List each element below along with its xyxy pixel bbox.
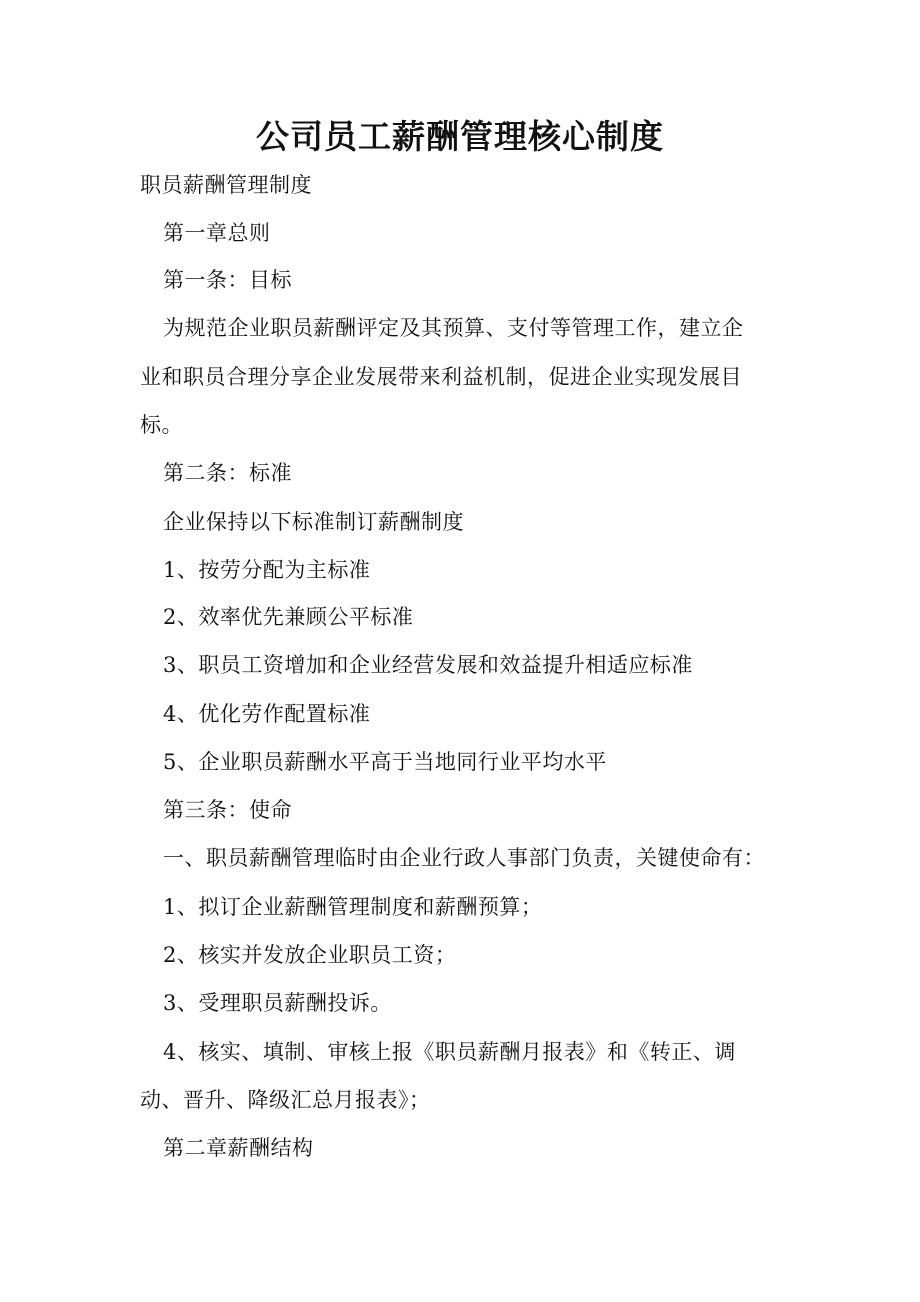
paragraph-line: 一、职员薪酬管理临时由企业行政人事部门负责，关键使命有： (163, 846, 765, 870)
list-item: 5、企业职员薪酬水平高于当地同行业平均水平 (163, 750, 607, 774)
paragraph-line: 为规范企业职员薪酬评定及其预算、支付等管理工作，建立企 (163, 316, 744, 340)
list-item: 3、受理职员薪酬投诉。 (163, 991, 392, 1015)
paragraph-line: 业和职员合理分享企业发展带来利益机制，促进企业实现发展目 (140, 365, 742, 389)
list-item: 动、晋升、降级汇总月报表》； (140, 1088, 431, 1112)
article-heading: 第一条：目标 (163, 268, 292, 292)
list-item: 2、核实并发放企业职员工资； (163, 943, 457, 967)
chapter-heading: 第一章总则 (163, 221, 271, 245)
list-item: 3、职员工资增加和企业经营发展和效益提升相适应标准 (163, 653, 693, 677)
article-heading: 第二条：标准 (163, 461, 292, 485)
paragraph-line: 标。 (140, 413, 183, 437)
section-heading: 职员薪酬管理制度 (140, 173, 312, 197)
list-item: 1、按劳分配为主标准 (163, 558, 371, 582)
list-item: 1、拟订企业薪酬管理制度和薪酬预算； (163, 895, 543, 919)
list-item: 2、效率优先兼顾公平标准 (163, 605, 414, 629)
document-title: 公司员工薪酬管理核心制度 (256, 117, 664, 156)
list-item: 4、优化劳作配置标准 (163, 702, 371, 726)
paragraph-line: 企业保持以下标准制订薪酬制度 (163, 510, 464, 534)
list-item: 4、核实、填制、审核上报《职员薪酬月报表》和《转正、调 (163, 1040, 736, 1064)
chapter-heading: 第二章薪酬结构 (163, 1136, 314, 1160)
article-heading: 第三条：使命 (163, 798, 292, 822)
